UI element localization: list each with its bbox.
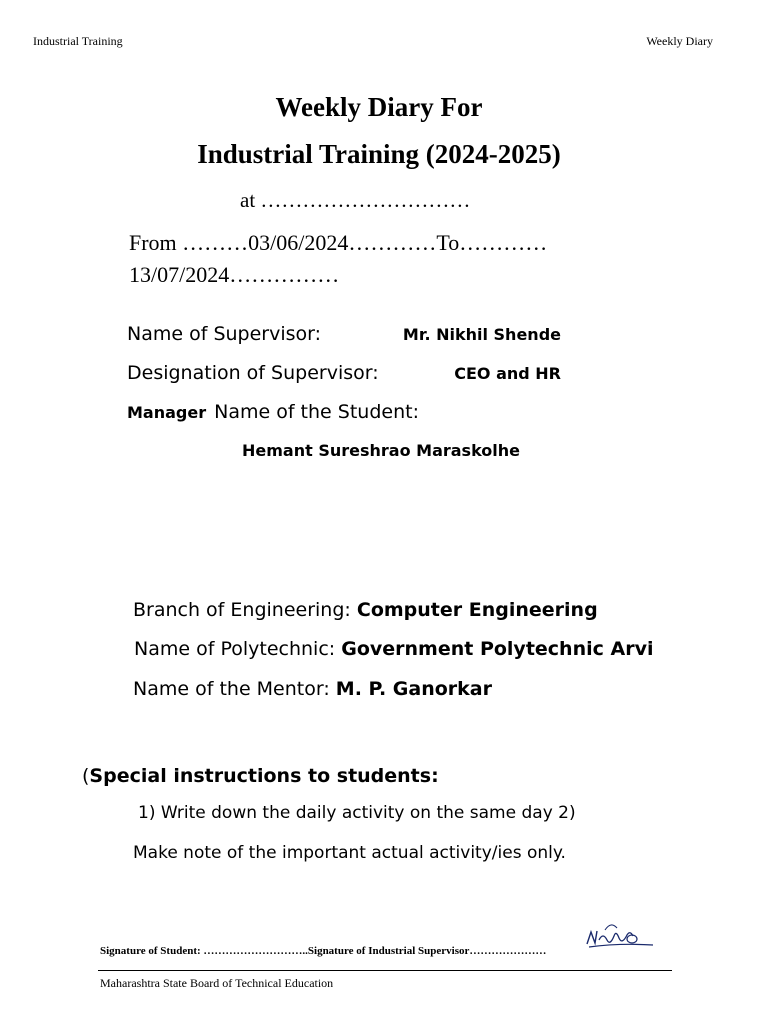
footer-divider — [98, 970, 672, 971]
supervisor-designation-row — [127, 362, 561, 384]
supervisor-signature — [583, 918, 657, 952]
period-line-2: 13/07/2024…………… — [129, 262, 340, 287]
period-line-1: From ………03/06/2024…………To………… — [129, 230, 548, 255]
branch-label: Branch of Engineering: — [133, 599, 351, 621]
designation-continued-row — [127, 401, 419, 423]
instruction-line-1: 1) Write down the daily activity on the same day 2) — [138, 803, 576, 823]
supervisor-designation-value: CEO and HR — [454, 364, 561, 383]
supervisor-name-label: Name of Supervisor: — [127, 323, 322, 345]
polytechnic-value: Government Polytechnic Arvi — [341, 638, 654, 660]
supervisor-name-row — [127, 323, 561, 345]
mentor-label: Name of the Mentor: — [133, 678, 330, 700]
branch-row — [133, 599, 598, 621]
polytechnic-label: Name of Polytechnic: — [134, 638, 336, 660]
header-left: Industrial Training — [33, 34, 123, 48]
mentor-row — [133, 678, 492, 700]
supervisor-designation-label: Designation of Supervisor: — [127, 362, 379, 384]
instructions-heading-text: Special instructions to students: — [89, 765, 439, 787]
instructions-open-paren: ( — [82, 765, 90, 787]
instruction-line-2: Make note of the important actual activity/ies only. — [133, 843, 566, 863]
polytechnic-row — [134, 638, 653, 660]
supervisor-name-value: Mr. Nikhil Shende — [402, 325, 561, 344]
student-name-label: Name of the Student: — [214, 401, 419, 423]
branch-value: Computer Engineering — [356, 599, 598, 621]
company-line: at ………………………… — [240, 188, 471, 212]
mentor-value: M. P. Ganorkar — [335, 678, 492, 700]
supervisor-designation-value-cont: Manager — [127, 403, 207, 422]
instructions-heading — [82, 765, 439, 787]
student-name-value: Hemant Sureshrao Maraskolhe — [242, 441, 520, 460]
footer-text: Maharashtra State Board of Technical Education — [100, 976, 334, 990]
document-title: Weekly Diary For — [275, 92, 483, 122]
signature-line: Signature of Student: ………………………..Signature of Industrial Supervisor………………… — [100, 945, 547, 957]
header-right: Weekly Diary — [646, 34, 713, 48]
document-subtitle: Industrial Training (2024-2025) — [197, 139, 561, 169]
